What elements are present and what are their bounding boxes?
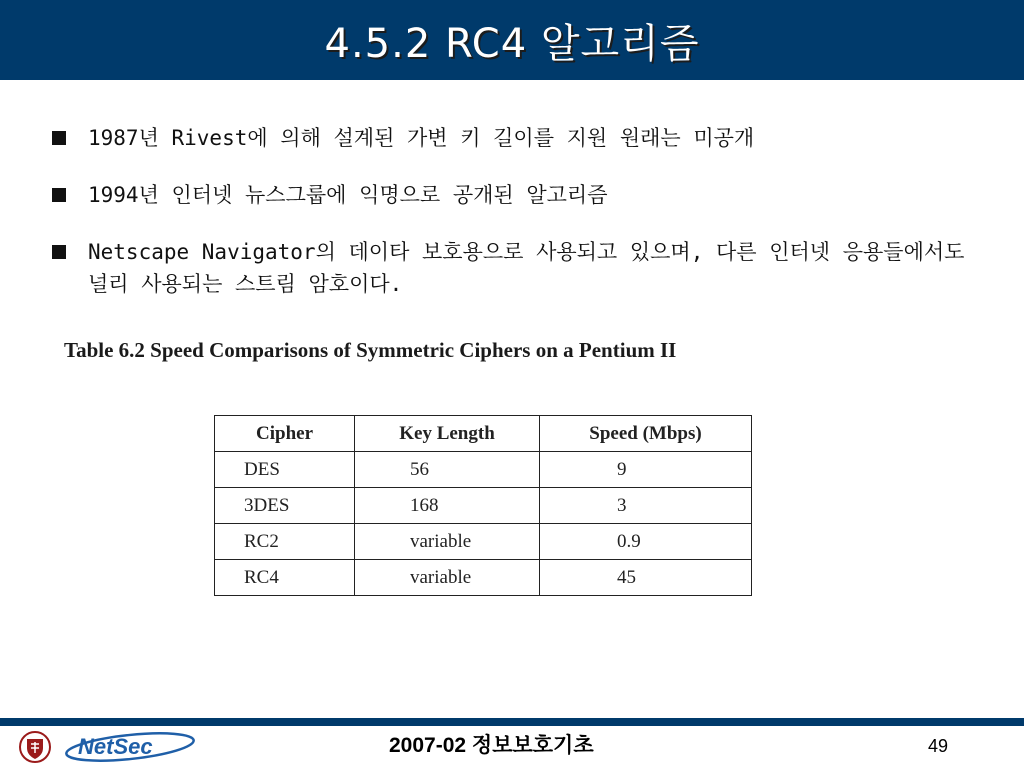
logo-text: NetSec	[78, 734, 153, 759]
column-header: Key Length	[355, 416, 540, 452]
bullet-list	[52, 122, 972, 300]
bullet-item	[52, 122, 972, 154]
table-header-row	[215, 416, 752, 452]
key-length-cell: variable	[355, 524, 540, 560]
bullet-item	[52, 236, 972, 300]
slide-title: 4.5.2 RC4 알고리즘	[324, 20, 700, 67]
table-caption: Table 6.2 Speed Comparisons of Symmetric Ciphers on a Pentium II	[64, 338, 677, 362]
table-row	[215, 452, 752, 488]
page-number: 49	[928, 736, 949, 756]
speed-cell: 3	[540, 488, 752, 524]
key-length-cell: variable	[355, 560, 540, 596]
table-row	[215, 524, 752, 560]
bullet-text: 1994년 인터넷 뉴스그룹에 익명으로 공개된 알고리즘	[88, 183, 608, 207]
column-header: Cipher	[215, 416, 355, 452]
square-bullet-icon	[52, 245, 66, 259]
netsec-logo-icon	[62, 731, 198, 763]
column-header: Speed (Mbps)	[540, 416, 752, 452]
square-bullet-icon	[52, 188, 66, 202]
cipher-speed-table	[214, 415, 752, 596]
bullet-text: 1987년 Rivest에 의해 설계된 가변 키 길이를 지원 원래는 미공개	[88, 126, 755, 150]
footer-divider	[0, 718, 1024, 726]
square-bullet-icon	[52, 131, 66, 145]
university-emblem-icon	[18, 731, 52, 763]
cipher-cell: RC4	[215, 560, 355, 596]
footer-text: 2007-02 정보보호기초	[389, 734, 594, 757]
cipher-cell: 3DES	[215, 488, 355, 524]
speed-cell: 45	[540, 560, 752, 596]
bullet-text: Netscape Navigator의 데이타 보호용으로 사용되고 있으며, 다른 인터넷 응용들에서도 널리 사용되는 스트림 암호이다.	[88, 240, 965, 296]
bullet-item	[52, 179, 972, 211]
table-row	[215, 488, 752, 524]
speed-cell: 9	[540, 452, 752, 488]
cipher-cell: RC2	[215, 524, 355, 560]
key-length-cell: 168	[355, 488, 540, 524]
speed-cell: 0.9	[540, 524, 752, 560]
key-length-cell: 56	[355, 452, 540, 488]
table-row	[215, 560, 752, 596]
cipher-cell: DES	[215, 452, 355, 488]
